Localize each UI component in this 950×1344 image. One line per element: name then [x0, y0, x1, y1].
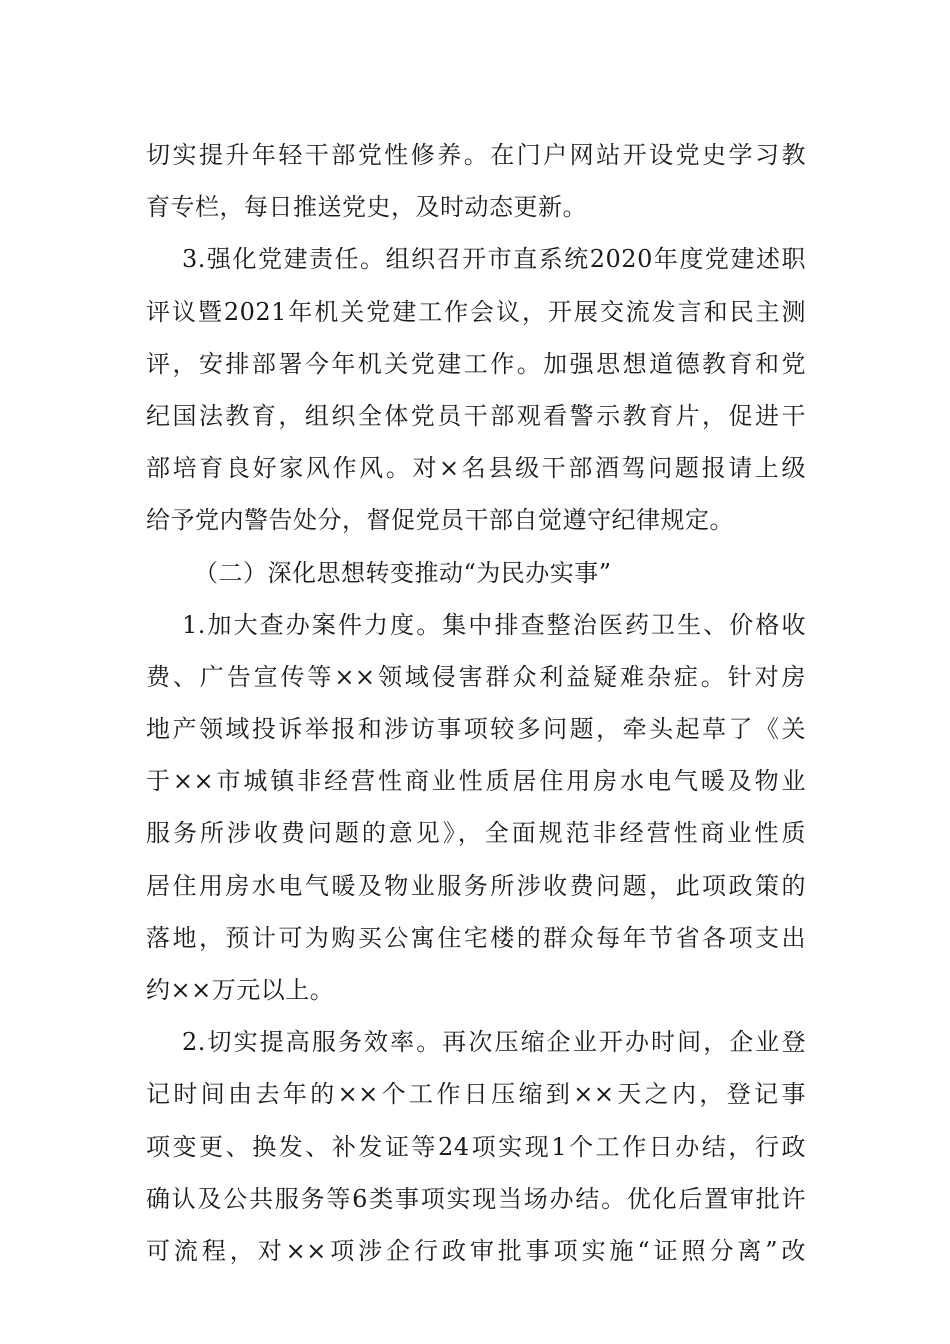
paragraph-line: 育专栏，每日推送党史，及时动态更新。 [146, 193, 587, 222]
paragraph-line: 费、广告宣传等××领域侵害群众利益疑难杂症。针对房 [146, 662, 806, 691]
paragraph-line: 纪国法教育，组织全体党员干部观看警示教育片，促进干 [146, 401, 806, 430]
paragraph-line: 切实提升年轻干部党性修养。在门户网站开设党史学习教 [146, 141, 806, 169]
paragraph-line: 1.加大查办案件力度。集中排查整治医药卫生、价格收 [182, 610, 806, 639]
paragraph-line: 评议暨2021年机关党建工作会议，开展交流发言和民主测 [146, 297, 806, 326]
paragraph-line: 评，安排部署今年机关党建工作。加强思想道德教育和党 [146, 349, 806, 378]
paragraph-line: 服务所涉收费问题的意见》，全面规范非经营性商业性质 [146, 819, 806, 848]
paragraph-line: 地产领域投诉举报和涉访事项较多问题，牵头起草了《关 [146, 715, 806, 744]
paragraph-line: 于××市城镇非经营性商业性质居住用房水电气暖及物业 [146, 767, 806, 796]
paragraph-line: 记时间由去年的××个工作日压缩到××天之内，登记事 [146, 1080, 806, 1109]
paragraph-line: 部培育良好家风作风。对×名县级干部酒驾问题报请上级 [146, 454, 806, 483]
paragraph-line: 3.强化党建责任。组织召开市直系统2020年度党建述职 [182, 245, 806, 274]
document-body [146, 129, 806, 1277]
paragraph-line: 落地，预计可为购买公寓住宅楼的群众每年节省各项支出 [146, 923, 806, 952]
paragraph-line: 项变更、换发、补发证等24项实现1个工作日办结，行政 [146, 1132, 806, 1161]
paragraph-line: 约××万元以上。 [146, 976, 335, 1004]
section-heading: （二）深化思想转变推动“为民办实事” [194, 558, 612, 587]
paragraph-line: 给予党内警告处分，督促党员干部自觉遵守纪律规定。 [146, 506, 734, 535]
paragraph-line: 2.切实提高服务效率。再次压缩企业开办时间，企业登 [182, 1028, 806, 1057]
paragraph-line: 可流程，对××项涉企行政审批事项实施“证照分离”改 [146, 1236, 806, 1265]
paragraph-line: 居住用房水电气暖及物业服务所涉收费问题，此项政策的 [146, 871, 806, 900]
paragraph-line: 确认及公共服务等6类事项实现当场办结。优化后置审批许 [146, 1184, 806, 1213]
